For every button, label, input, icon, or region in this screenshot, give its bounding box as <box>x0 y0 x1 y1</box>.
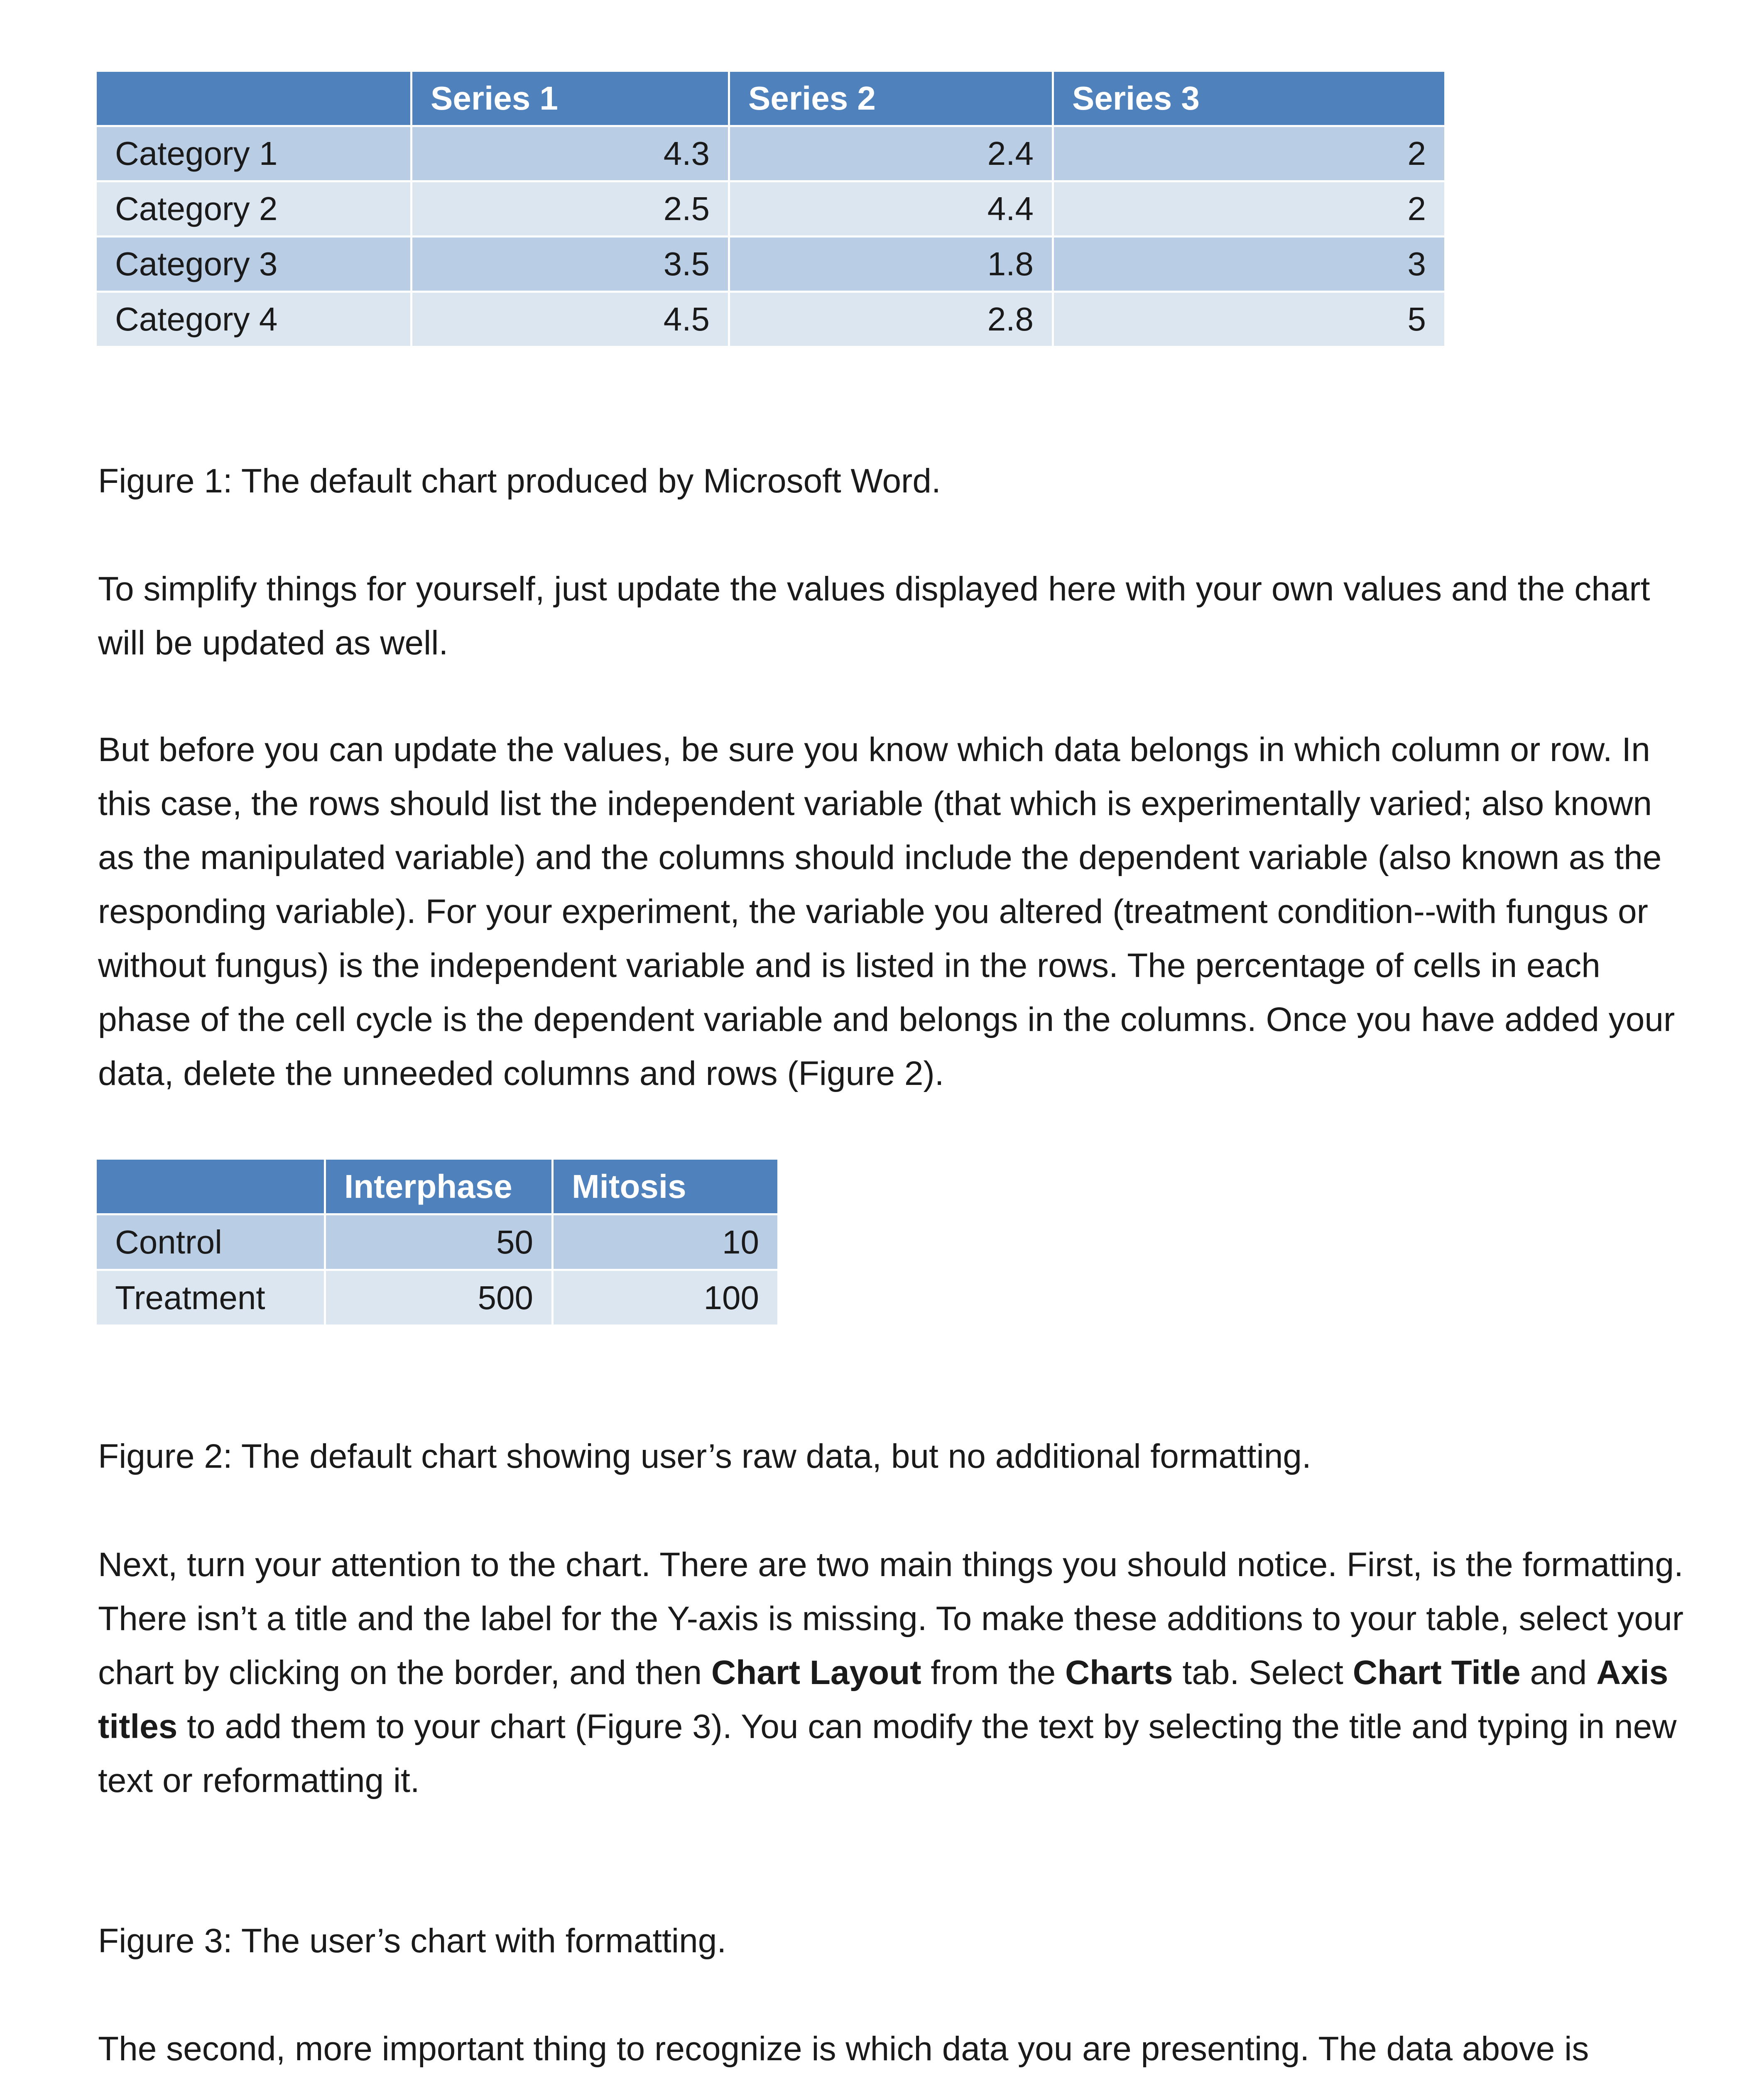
table-cell: 2 <box>1053 181 1446 237</box>
table-cell: 2 <box>1053 126 1446 181</box>
table-cell: 2.5 <box>412 181 729 237</box>
table-header-cell <box>96 71 412 126</box>
table-cell: 500 <box>325 1270 553 1326</box>
table-header-row <box>96 71 1446 126</box>
table-header-cell: Mitosis <box>553 1159 779 1214</box>
table-header-cell: Series 3 <box>1053 71 1446 126</box>
table-cell: 3 <box>1053 237 1446 292</box>
paragraph-chart-formatting: Next, turn your attention to the chart. There are two main things you should notice. First, is the formatting. There isn’t a title and the label for the Y-axis is missing. To make these additions to your table, select your chart by clicking on the border, and then Chart Layout from the Charts tab. Select Chart Title and Axis titles to add them to your chart (Figure 3). You can modify the text by selecting the title and typing in new text or reformatting it. <box>98 1546 1684 1799</box>
row-label: Control <box>96 1214 325 1270</box>
table-cell: 2.4 <box>729 126 1053 181</box>
row-label: Category 1 <box>96 126 412 181</box>
paragraph-data-placement: But before you can update the values, be sure you know which data belongs in which column or row. In this case, the rows should list the independent variable (that which is experimentally varied; also known as the manipulated variable) and the columns should include the dependent variable (also known as the responding variable). For your experiment, the variable you altered (treatment condition--with fungus or without fungus) is the independent variable and is listed in the rows. The percentage of cells in each phase of the cell cycle is the dependent variable and belongs in the columns. Once you have added your data, delete the unneeded columns and rows (Figure 2). <box>98 731 1675 1092</box>
table-row <box>96 1214 779 1270</box>
table-row <box>96 1270 779 1326</box>
table-row <box>96 292 1446 347</box>
bold-term: Chart Title <box>1352 1654 1521 1692</box>
figure-1-caption: Figure 1: The default chart produced by Microsoft Word. <box>98 462 941 500</box>
row-label: Category 4 <box>96 292 412 347</box>
table-header-cell: Interphase <box>325 1159 553 1214</box>
table-cell: 4.5 <box>412 292 729 347</box>
table-cell: 100 <box>553 1270 779 1326</box>
table-cell: 3.5 <box>412 237 729 292</box>
row-label: Category 2 <box>96 181 412 237</box>
table-cell: 10 <box>553 1214 779 1270</box>
data-table-series <box>95 70 1446 348</box>
figure-3-caption: Figure 3: The user’s chart with formatting. <box>98 1922 727 1960</box>
table-cell: 50 <box>325 1214 553 1270</box>
figure-2-caption: Figure 2: The default chart showing user’s raw data, but no additional formatting. <box>98 1437 1311 1475</box>
bold-term: Chart Layout <box>711 1654 921 1692</box>
row-label: Treatment <box>96 1270 325 1326</box>
paragraph-update-values: To simplify things for yourself, just update the values displayed here with your own values and the chart will be updated as well. <box>98 570 1650 662</box>
table-cell: 2.8 <box>729 292 1053 347</box>
table-header-cell: Series 2 <box>729 71 1053 126</box>
table-cell: 5 <box>1053 292 1446 347</box>
table-cell: 4.4 <box>729 181 1053 237</box>
table-header-cell <box>96 1159 325 1214</box>
data-table-cell-cycle <box>95 1158 779 1327</box>
bold-term: Charts <box>1065 1654 1173 1692</box>
row-label: Category 3 <box>96 237 412 292</box>
table-row <box>96 126 1446 181</box>
table-cell: 1.8 <box>729 237 1053 292</box>
bold-term: Axis titles <box>98 1654 1668 1746</box>
paragraph-data-presenting: The second, more important thing to recognize is which data you are presenting. The data above is <box>98 2030 1589 2068</box>
table-cell: 4.3 <box>412 126 729 181</box>
table-header-row <box>96 1159 779 1214</box>
table-row <box>96 181 1446 237</box>
table-header-cell: Series 1 <box>412 71 729 126</box>
table-row <box>96 237 1446 292</box>
